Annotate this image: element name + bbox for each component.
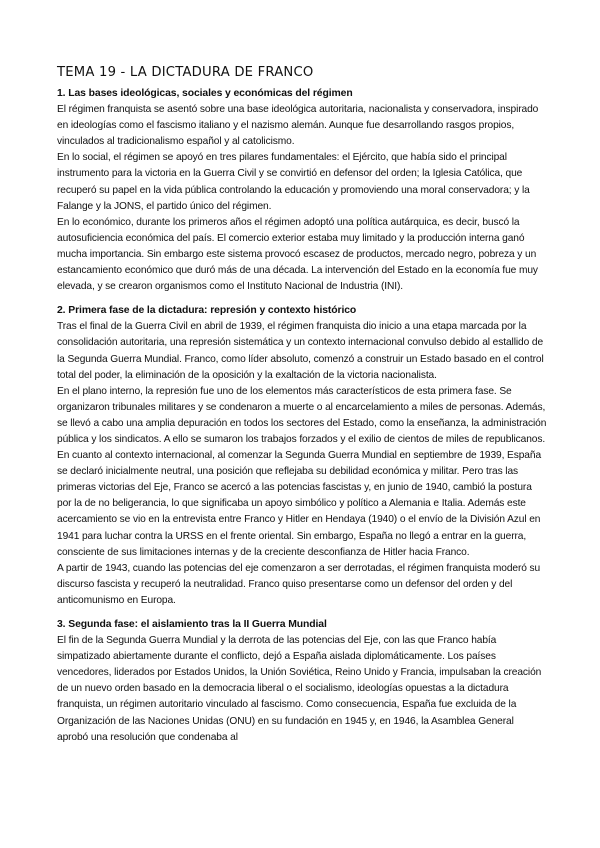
paragraph: En lo social, el régimen se apoyó en tres pilares fundamentales: el Ejército, que había sido el principal instrumento para la victoria en la Guerra Civil y se convirtió en defensor del orden; la Iglesia Católica, que recuperó su papel en la vida pública controlando la educación y promoviendo una moral conservadora; y la Falange y la JONS, el partido único del régimen.: [57, 152, 530, 212]
section-bases-ideologicas: [57, 86, 547, 295]
section-heading: 1. Las bases ideológicas, sociales y económicas del régimen: [57, 88, 353, 99]
paragraph: En lo económico, durante los primeros años el régimen adoptó una política autárquica, es decir, buscó la autosuficiencia económica del país. El comercio exterior estaba muy limitado y la producción interna ganó mucha importancia. Sin embargo este sistema provocó escasez de productos, mercado negro, pobreza y un estancamiento económico que duró más de una década. La intervención del Estado en la economía fue muy elevada, y se crearon organismos como el Instituto Nacional de Industria (INI).: [57, 216, 538, 293]
section-heading: 2. Primera fase de la dictadura: represión y contexto histórico: [57, 305, 357, 317]
paragraph: En cuanto al contexto internacional, al comenzar la Segunda Guerra Mundial en septiembre de 1939, España se declaró inicialmente neutral, una posición que reflejaba su debilidad económica y militar. Pero tras las primeras victorias del Eje, Franco se acercó a las potencias fascistas y, en junio de 1940, cambió la postura por la de no beligerancia, lo que significaba un apoyo simbólico y político a Alemania e Italia. Además este acercamiento se vio en la entrevista entre Franco y Hitler en Hendaya (1940) o el envío de la División Azul en 1941 para luchar contra la URSS en el frente oriental. Sin embargo, España no llegó a entrar en la guerra, consciente de sus limitaciones internas y de la creciente desconfianza de Hitler hacia Franco.: [57, 450, 542, 558]
paragraph: El fin de la Segunda Guerra Mundial y la derrota de las potencias del Eje, con las que Franco había simpatizado abiertamente durante el conflicto, dejó a España aislada diplomáticamente. Los países vencedores, liderados por Estados Unidos, la Unión Soviética, Reino Unido y Francia, impulsaban la creación de un nuevo orden basado en la democracia liberal o el socialismo, ideologías opuestas a la dictadura franquista, un régimen autoritario vinculado al fascismo. Como consecuencia, España fue excluida de la Organización de las Naciones Unidas (ONU) en su fundación en 1945 y, en 1946, la Asamblea General aprobó una resolución que condenaba al: [57, 635, 542, 743]
section-primera-fase: [57, 303, 547, 609]
document-title: TEMA 19 - LA DICTADURA DE FRANCO: [57, 64, 314, 80]
paragraph: El régimen franquista se asentó sobre una base ideológica autoritaria, nacionalista y conservadora, inspirado en ideologías como el fascismo italiano y el nazismo alemán. Aunque fue desarrollando rasgos propios, vinculados al tradicionalismo español y al catolicismo.: [57, 104, 539, 148]
paragraph: A partir de 1943, cuando las potencias del eje comenzaron a ser derrotadas, el régimen franquista moderó su discurso fascista y recuperó la neutralidad. Franco quiso presentarse como un defensor del orden y del anticomunismo en Europa.: [57, 562, 541, 606]
section-segunda-fase: [57, 617, 547, 746]
document-body: [57, 86, 547, 746]
paragraph: En el plano interno, la represión fue uno de los elementos más característicos de esta primera fase. Se organizaron tribunales militares y se condenaron a muerte o al encarcelamiento a miles de personas. Además, se llevó a cabo una amplia depuración en todos los sectores del Estado, como la enseñanza, la administración pública y los sindicatos. A ello se sumaron los trabajos forzados y el exilio de cientos de miles de republicanos.: [57, 385, 547, 445]
paragraph: Tras el final de la Guerra Civil en abril de 1939, el régimen franquista dio inicio a una etapa marcada por la consolidación autoritaria, una represión sistemática y un contexto internacional convulso debido al estallido de la Segunda Guerra Mundial. Franco, como líder absoluto, comenzó a construir un Estado basado en el control total del poder, la eliminación de la oposición y la exaltación de la victoria nacionalista.: [57, 321, 544, 381]
section-heading: 3. Segunda fase: el aislamiento tras la II Guerra Mundial: [57, 619, 327, 630]
